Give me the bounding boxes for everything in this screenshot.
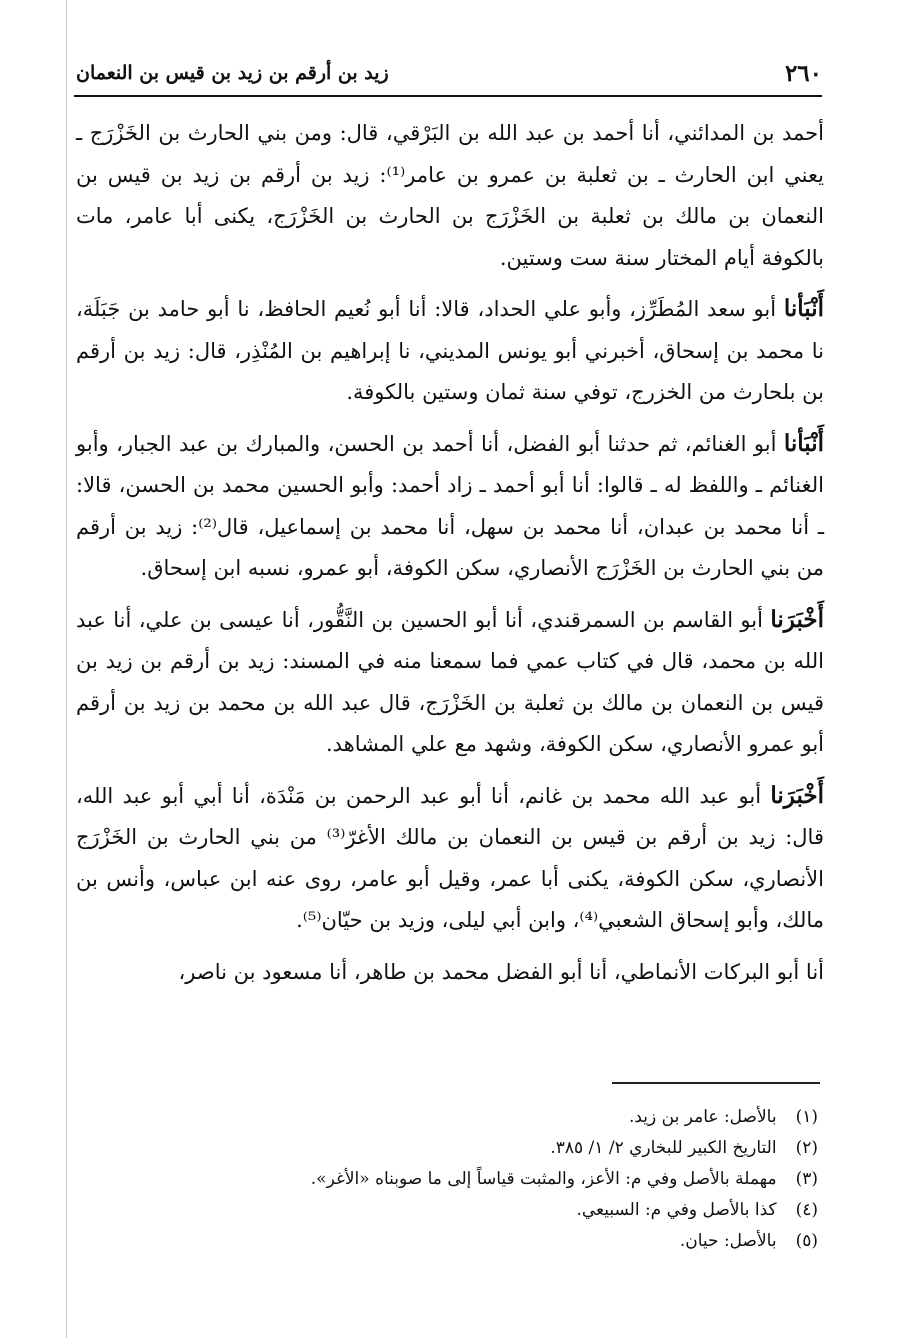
paragraph-lead: أَنْبَأنا	[783, 429, 824, 457]
footnote	[90, 1133, 818, 1164]
footnote-text: بالأصل: حيان.	[679, 1231, 777, 1251]
footnote	[90, 1226, 818, 1257]
footnote-number: (٤)	[795, 1200, 818, 1220]
paragraph-text: أبو الغنائم، ثم حدثنا أبو الفضل، أنا أحمد بن الحسن، والمبارك بن عبد الجبار، وأبو الغنائم ـ واللفظ له ـ قالوا: أنا أبو أحمد ـ زاد أحمد: وأبو الحسين محمد بن الحسن، قالا: ـ أنا محمد بن عبدان، أنا محمد بن سهل، أنا محمد بن إسماعيل، قال⁽²⁾: زيد بن أرقم من بني الحارث بن الخَزْرَج الأنصاري، سكن الكوفة، أبو عمرو، نسبه ابن إسحاق.	[76, 431, 824, 580]
paragraph	[76, 112, 824, 279]
footnotes	[90, 1102, 818, 1257]
paragraph-text: أحمد بن المدائني، أنا أحمد بن عبد الله بن البَرْقي، قال: ومن بني الحارث بن الخَزْرَج ـ يعني ابن الحارث ـ بن ثعلبة بن عمرو بن عامر⁽¹⁾: زيد بن أرقم بن زيد بن قيس بن النعمان بن مالك بن ثعلبة بن الخَزْرَج بن الحارث بن الخَزْرَج، يكنى أبا عامر، مات بالكوفة أيام المختار سنة ست وستين.	[76, 121, 824, 270]
paragraph-text: أبو سعد المُطَرِّز، وأبو علي الحداد، قالا: أنا أبو نُعيم الحافظ، نا أبو حامد بن جَبَلَة، نا محمد بن إسحاق، أخبرني أبو يونس المديني، نا إبراهيم بن المُنْذِر، قال: زيد بن أرقم بن بلحارث من الخزرج، توفي سنة ثمان وستين بالكوفة.	[76, 297, 824, 404]
paragraph-lead: أَخْبَرَنا	[770, 781, 824, 809]
footnote-number: (٢)	[795, 1138, 818, 1158]
paragraph	[76, 775, 824, 942]
paragraph-text: أبو عبد الله محمد بن غانم، أنا أبو عبد الرحمن بن مَنْدَة، أنا أبي أبو عبد الله، قال: زيد بن أرقم بن قيس بن النعمان بن مالك الأغرّ⁽³⁾ من بني الحارث بن الخَزْرَج الأنصاري، سكن الكوفة، يكنى أبا عمر، وقيل أبو عامر، روى عنه ابن عباس، وأنس بن مالك، وأبو إسحاق الشعبي⁽⁴⁾، وابن أبي ليلى، وزيد بن حيّان⁽⁵⁾.	[76, 783, 824, 932]
footnote	[90, 1102, 818, 1133]
page-number: ٢٦٠	[784, 60, 822, 87]
footnote-separator	[612, 1082, 820, 1084]
footnote-text: مهملة بالأصل وفي م: الأعز، والمثبت قياساً إلى ما صوبناه «الأغر».	[310, 1169, 777, 1189]
paragraph	[76, 951, 824, 994]
scan-edge-line	[66, 0, 67, 1338]
page-header	[76, 58, 822, 96]
footnote-text: كذا بالأصل وفي م: السبيعي.	[576, 1200, 777, 1220]
paragraph-lead: أَنْبَأنا	[783, 295, 824, 322]
footnote	[90, 1195, 818, 1226]
footnote-number: (٥)	[795, 1231, 818, 1251]
header-rule	[74, 95, 822, 97]
paragraph-text: أبو القاسم بن السمرقندي، أنا أبو الحسين بن النَّقُّور، أنا عيسى بن علي، أنا عبد الله بن محمد، قال في كتاب عمي فما سمعنا منه في المسند: زيد بن أرقم بن زيد بن قيس بن النعمان بن مالك بن ثعلبة بن الخَزْرَج، قال عبد الله بن محمد بن زيد بن أرقم أبو عمرو الأنصاري، سكن الكوفة، وشهد مع علي المشاهد.	[76, 607, 824, 756]
footnote-number: (٣)	[795, 1169, 818, 1189]
paragraph-text: أنا أبو البركات الأنماطي، أنا أبو الفضل محمد بن طاهر، أنا مسعود بن ناصر،	[178, 959, 824, 984]
paragraph	[76, 288, 824, 414]
footnote-text: التاريخ الكبير للبخاري ٢/ ١/ ٣٨٥.	[550, 1138, 777, 1158]
paragraph	[76, 599, 824, 766]
main-text	[76, 112, 824, 1002]
footnote	[90, 1164, 818, 1195]
running-title: زيد بن أرقم بن زيد بن قيس بن النعمان	[76, 62, 389, 84]
footnote-number: (١)	[795, 1107, 818, 1127]
paragraph-lead: أَخْبَرَنا	[770, 605, 824, 633]
paragraph	[76, 423, 824, 590]
footnote-text: بالأصل: عامر بن زيد.	[628, 1107, 777, 1127]
